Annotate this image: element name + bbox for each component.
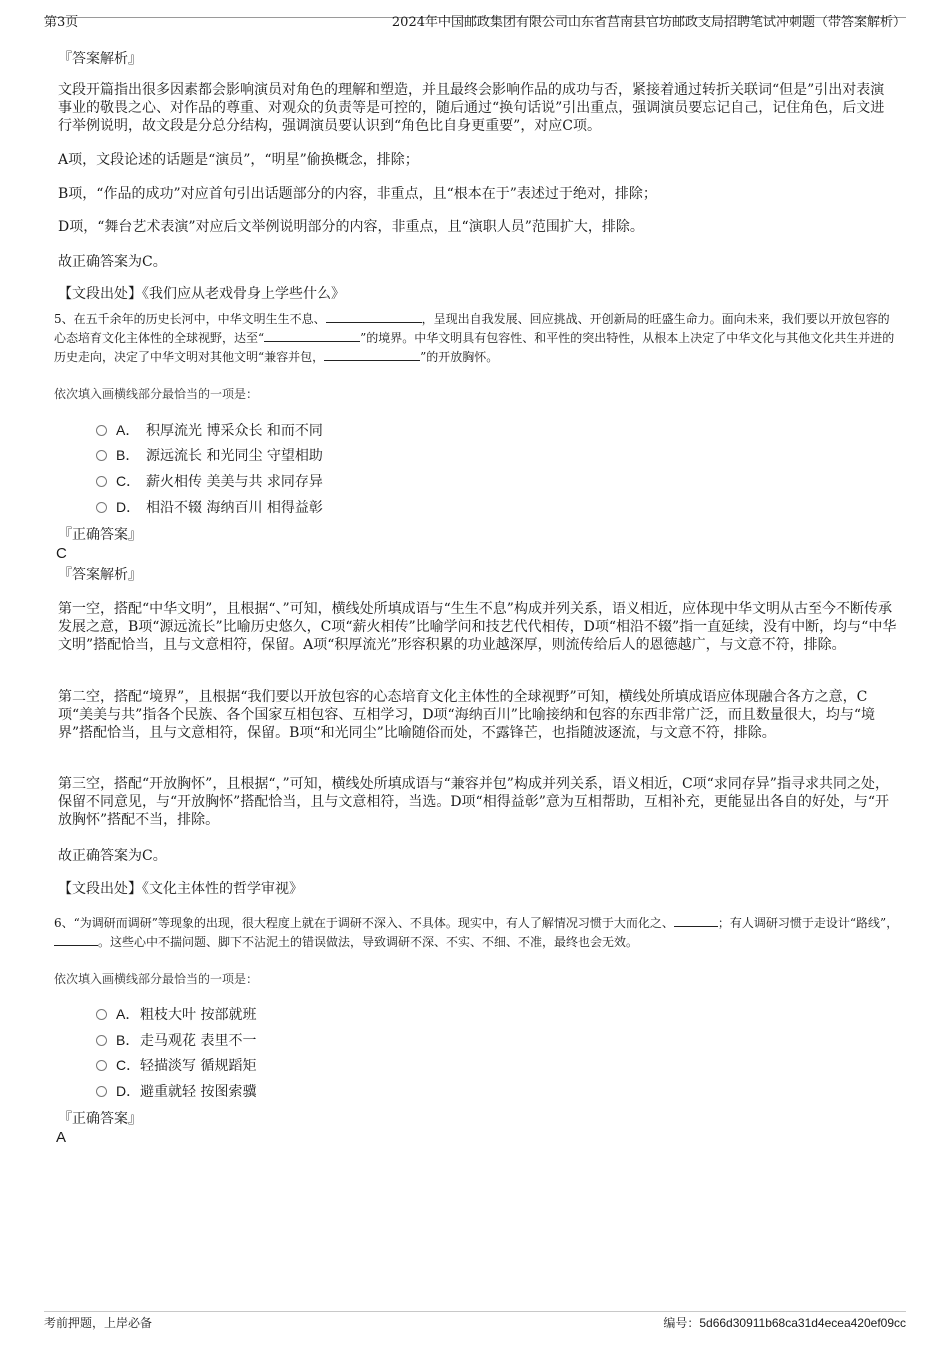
q5-option-d[interactable]: D． 相沿不辍 海纳百川 相得益彰 (96, 498, 323, 517)
q5-analysis-title: 『答案解析』 (58, 567, 142, 583)
q6-answer-title: 『正确答案』 (58, 1111, 142, 1127)
radio-icon[interactable] (96, 476, 107, 487)
q4-source: 【文段出处】《我们应从老戏骨身上学些什么》 (58, 286, 345, 302)
page-footer (44, 1311, 906, 1330)
radio-icon[interactable] (96, 1086, 107, 1097)
radio-icon[interactable] (96, 425, 107, 436)
q6-question-stem: 6、“为调研而调研”等现象的出现，很大程度上就在于调研不深入、不具体。现实中，有人了解情况习惯于大而化之、 ；有人调研习惯于走设计“路线”，。这些心中不揣问题、脚下不沾泥土的错误做法，导致调研不深、不实、不细、不准，最终也会无效。 (54, 916, 899, 949)
page-header (44, 14, 906, 30)
q5-prompt: 依次填入画横线部分最恰当的一项是： (54, 387, 259, 401)
q6-blank-1 (674, 914, 718, 927)
q4-analysis-title: 『答案解析』 (58, 51, 142, 67)
radio-icon[interactable] (96, 450, 107, 461)
q5-answer: C (56, 545, 67, 562)
q6-option-a[interactable]: A．粗枝大叶 按部就班 (96, 1005, 256, 1024)
q5-blank-3 (324, 348, 420, 361)
q5-question-stem: 5、在五千余年的历史长河中，中华文明生生不息、 ，呈现出自我发展、回应挑战、开创新局的旺盛生命力。面向未来，我们要以开放包容的心态培育文化主体性的全球视野，达至“ ”的境界。中华文明具有包容性、和平性的突出特性，从根本上决定了中华文化与其他文化共生并进的历史走向，决定了中华文明对其他文明“兼容并包， ”的开放胸怀。 (54, 312, 895, 364)
q5-blank-2 (264, 329, 360, 342)
q5-analysis-paragraph-3: 第三空，搭配“开放胸怀”，且根据“，”可知，横线处所填成语与“兼容并包”构成并列关系，语义相近，C项“求同存异”指寻求共同之处，保留不同意见，与“开放胸怀”搭配恰当，且与文意相符，当选。D项“相得益彰”意为互相帮助，互相补充，更能显出各自的好处，与“开放胸怀”搭配不当，排除。 (58, 776, 890, 828)
q5-answer-title: 『正确答案』 (58, 527, 142, 543)
document-title: 2024年中国邮政集团有限公司山东省莒南县官坊邮政支局招聘笔试冲刺题（带答案解析） (391, 15, 906, 30)
page-number: 第3页 (44, 15, 79, 30)
q5-analysis-paragraph-1: 第一空，搭配“中华文明”，且根据“、”可知，横线处所填成语与“生生不息”构成并列关系，语义相近，应体现中华文明从古至今不断传承发展之意，B项“源远流长”比喻历史悠久，C项“薪火相传”比喻学问和技艺代代相传，D项“相沿不辍”指一直延续，没有中断，均与“中华文明”搭配恰当，且与文意相符，保留。A项“积厚流光”形容积累的功业越深厚，则流传给后人的恩德越广，与文意不符，排除。 (58, 601, 897, 653)
q6-prompt: 依次填入画横线部分最恰当的一项是： (54, 972, 259, 986)
q5-option-b[interactable]: B． 源远流长 和光同尘 守望相助 (96, 446, 323, 465)
footer-slogan: 考前押题，上岸必备 (44, 1316, 153, 1330)
q5-source: 【文段出处】《文化主体性的哲学审视》 (58, 881, 303, 897)
document-id: 编号：5d66d30911b68ca31d4ecea420ef09cc (663, 1316, 906, 1330)
radio-icon[interactable] (96, 1009, 107, 1020)
q6-option-d[interactable]: D．避重就轻 按图索骥 (96, 1082, 256, 1101)
q6-answer: A (56, 1129, 67, 1146)
q6-option-c[interactable]: C．轻描淡写 循规蹈矩 (96, 1056, 256, 1075)
q5-blank-1 (326, 310, 422, 323)
q6-option-b[interactable]: B．走马观花 表里不一 (96, 1031, 256, 1050)
q5-conclusion: 故正确答案为C。 (58, 848, 167, 864)
q4-analysis-option-d: D项，“舞台艺术表演”对应后文举例说明部分的内容，非重点，且“演职人员”范围扩大，排除。 (58, 219, 644, 235)
q5-option-c[interactable]: C． 薪火相传 美美与共 求同存异 (96, 472, 323, 491)
q4-analysis-option-b: B项，“作品的成功”对应首句引出话题部分的内容，非重点，且“根本在于”表述过于绝对，排除； (58, 186, 657, 202)
q4-analysis-paragraph: 文段开篇指出很多因素都会影响演员对角色的理解和塑造，并且最终会影响作品的成功与否，紧接着通过转折关联词“但是”引出对表演事业的敬畏之心、对作品的尊重、对观众的负责等是可控的，随后通过“换句话说”引出重点，强调演员要忘记自己，记住角色，后文进行举例说明，故文段是分总分结构，强调演员要认识到“角色比自身更重要”，对应C项。 (58, 82, 885, 134)
radio-icon[interactable] (96, 1035, 107, 1046)
q5-option-a[interactable]: A． 积厚流光 博采众长 和而不同 (96, 421, 323, 440)
q4-conclusion: 故正确答案为C。 (58, 254, 167, 270)
radio-icon[interactable] (96, 502, 107, 513)
q5-analysis-paragraph-2: 第二空，搭配“境界”，且根据“我们要以开放包容的心态培育文化主体性的全球视野”可知，横线处所填成语应体现融合各方之意，C项“美美与共”指各个民族、各个国家互相包容、互相学习，D项“海纳百川”比喻接纳和包容的东西非常广泛，而且数量很大，均与“境界”搭配恰当，且与文意相符，保留。B项“和光同尘”比喻随俗而处，不露锋芒，也指随波逐流，与文意不符，排除。 (58, 689, 876, 741)
q6-blank-2 (54, 933, 98, 946)
radio-icon[interactable] (96, 1060, 107, 1071)
q4-analysis-option-a: A项，文段论述的话题是“演员”，“明星”偷换概念，排除； (58, 152, 419, 168)
